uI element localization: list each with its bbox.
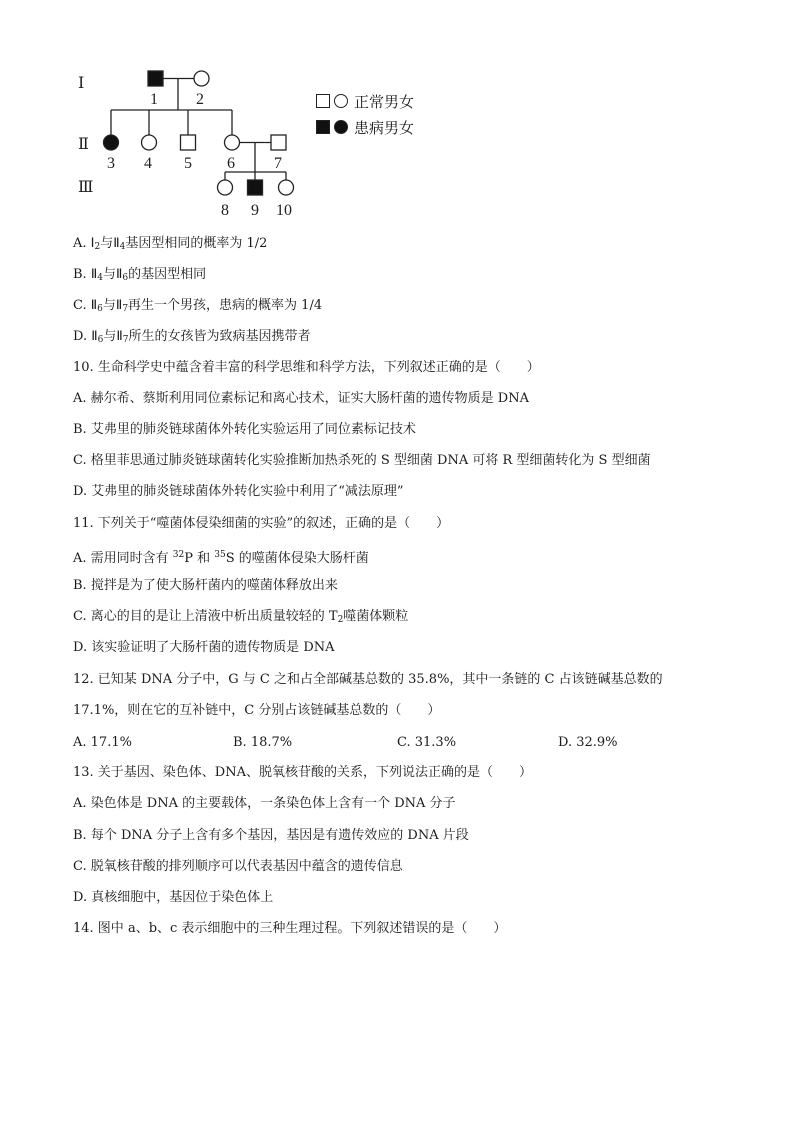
legend-normal-row xyxy=(316,88,414,114)
q9-option-c: C. $Ⅱ_6$与$Ⅱ_7$再生一个男孩，患病的概率为 1/4 xyxy=(73,297,323,314)
q13-stem: 13. 关于基因、染色体、DNA、脱氧核苷酸的关系，下列说法正确的是（ ） xyxy=(73,765,532,780)
q13-option-d: D. 真核细胞中，基因位于染色体上 xyxy=(73,890,274,905)
normal-female-icon xyxy=(334,94,348,108)
generation-label-1: Ⅰ xyxy=(78,75,85,92)
individual-number-3: 3 xyxy=(107,155,115,172)
q10-stem: 10. 生命科学史中蕴含着丰富的科学思维和科学方法，下列叙述正确的是（ ） xyxy=(73,360,540,375)
legend-normal-label: 正常男女 xyxy=(354,92,415,111)
legend-affected-row xyxy=(316,114,414,140)
individual-7-normal-male xyxy=(271,135,286,150)
q11-option-c: C. 离心的目的是让上清液中析出质量较轻的 $T_2$噬菌体颗粒 xyxy=(73,609,409,625)
individual-number-4: 4 xyxy=(144,155,152,172)
q13-option-c: C. 脱氧核苷酸的排列顺序可以代表基因中蕴含的遗传信息 xyxy=(73,859,403,874)
q11-option-d: D. 该实验证明了大肠杆菌的遗传物质是 DNA xyxy=(73,640,335,655)
q10-option-b: B. 艾弗里的肺炎链球菌体外转化实验运用了同位素标记技术 xyxy=(73,422,416,437)
individual-1-affected-male xyxy=(148,71,163,86)
individual-number-10: 10 xyxy=(276,202,292,219)
individual-number-8: 8 xyxy=(221,202,229,219)
generation-label-2: Ⅱ xyxy=(78,136,89,153)
individual-number-2: 2 xyxy=(196,91,204,108)
individual-9-affected-male xyxy=(248,180,263,195)
individual-number-5: 5 xyxy=(184,155,192,172)
q12-stem-line1: 12. 已知某 DNA 分子中，G 与 C 之和占全部碱基总数的 35.8%，其中一条链的 C 占该链碱基总数的 xyxy=(73,672,663,687)
q9-option-b: B. $Ⅱ_4$与$Ⅱ_6$的基因型相同 xyxy=(73,266,207,283)
individual-number-7: 7 xyxy=(274,155,282,172)
q9-option-d: D. $Ⅱ_6$与$Ⅱ_7$所生的女孩皆为致病基因携带者 xyxy=(73,328,311,345)
q12-option-c: C. 31.3% xyxy=(397,735,457,750)
affected-female-icon xyxy=(334,120,348,134)
pedigree-legend xyxy=(316,88,414,140)
individual-number-1: 1 xyxy=(150,91,158,108)
individual-3-affected-female xyxy=(104,135,119,150)
q12-option-d: D. 32.9% xyxy=(558,735,618,750)
legend-affected-label: 患病男女 xyxy=(354,118,415,137)
generation-label-3: Ⅲ xyxy=(78,179,94,196)
individual-8-normal-female xyxy=(218,180,233,195)
q10-option-c: C. 格里菲思通过肺炎链球菌转化实验推断加热杀死的 S 型细菌 DNA 可将 R 型细菌转化为 S 型细菌 xyxy=(73,453,651,468)
normal-male-icon xyxy=(316,94,330,108)
pedigree-diagram xyxy=(70,62,310,222)
individual-5-normal-male xyxy=(181,135,196,150)
q9-option-a: A. $Ⅰ_2$与$Ⅱ_4$基因型相同的概率为 1/2 xyxy=(73,235,268,252)
individual-6-normal-female xyxy=(225,135,240,150)
q12-stem-line2: 17.1%，则在它的互补链中，C 分别占该链碱基总数的（ ） xyxy=(73,703,441,718)
individual-number-6: 6 xyxy=(227,155,235,172)
individual-2-normal-female xyxy=(194,71,209,86)
q12-option-b: B. 18.7% xyxy=(233,735,293,750)
q11-option-b: B. 搅拌是为了使大肠杆菌内的噬菌体释放出来 xyxy=(73,578,338,593)
q14-stem: 14. 图中 a、b、c 表示细胞中的三种生理过程。下列叙述错误的是（ ） xyxy=(73,921,507,936)
individual-number-9: 9 xyxy=(251,202,259,219)
individual-4-normal-female xyxy=(142,135,157,150)
q13-option-b: B. 每个 DNA 分子上含有多个基因，基因是有遗传效应的 DNA 片段 xyxy=(73,828,469,843)
q11-option-a: A. 需用同时含有 $^{32}$P 和 $^{35}$S 的噬菌体侵染大肠杆菌 xyxy=(73,550,369,566)
q10-option-a: A. 赫尔希、蔡斯利用同位素标记和离心技术，证实大肠杆菌的遗传物质是 DNA xyxy=(73,391,529,406)
q10-option-d: D. 艾弗里的肺炎链球菌体外转化实验中利用了“减法原理” xyxy=(73,484,404,499)
affected-male-icon xyxy=(316,120,330,134)
individual-10-normal-female xyxy=(279,180,294,195)
q12-option-a: A. 17.1% xyxy=(73,735,132,750)
q11-stem: 11. 下列关于“噬菌体侵染细菌的实验”的叙述，正确的是（ ） xyxy=(73,516,450,531)
q13-option-a: A. 染色体是 DNA 的主要载体，一条染色体上含有一个 DNA 分子 xyxy=(73,796,456,811)
